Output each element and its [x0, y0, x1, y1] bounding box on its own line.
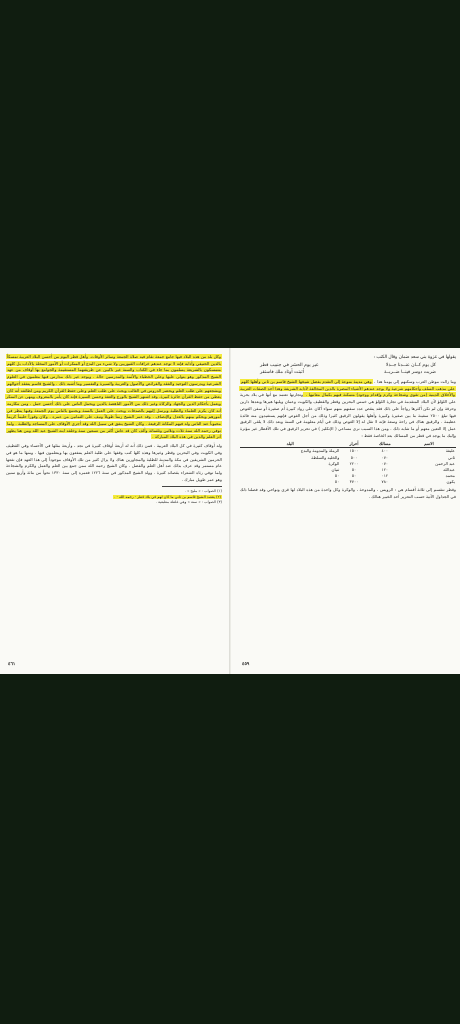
table-cell: والخليه والسلطة — [311, 454, 340, 460]
page-number: ٤٥٩ — [242, 662, 250, 667]
table-cell: ٥٠ — [334, 478, 340, 484]
table-header: مسالك — [368, 441, 402, 448]
table-header: البلد — [240, 441, 340, 448]
left-page — [6, 354, 222, 668]
table-cell: الرملة والمدومة والبدع — [300, 448, 340, 454]
closing-paragraph: وقطر تنقسم إلى ثلاثة أقسام هي : الرويس ، والمدوحة ، والوكرة وكل واحدة من هذه البلاد لها قرى ونواحي وقد فصلنا ذلك في الجداول الآتية حسب التحرير أحد الخبير هنالك . — [240, 486, 456, 499]
table-cell: ٥٠ — [334, 472, 340, 478]
table-cell: عليفة — [445, 448, 455, 454]
poem-intro: يقولها في غزوة بني سعد ضمان وقال الكتب : — [373, 355, 456, 360]
table-cell: ٥٠٠ — [350, 454, 358, 460]
poem-line — [240, 369, 456, 376]
table-cell: ١٥٠٠ — [349, 448, 359, 454]
table-cell: عبد الرحمن — [435, 460, 455, 466]
poem-hemistich: أثبتت أوتاد ملك فاستقر — [260, 370, 304, 375]
table-cell: ٧٨٠ — [381, 478, 389, 484]
table-row — [240, 448, 456, 455]
footnote-rule — [162, 486, 222, 487]
population-table — [240, 441, 456, 485]
table-cell: يكون — [446, 478, 455, 484]
table-cell: ٤٠٠ — [381, 448, 389, 454]
table-cell: ٢٢٠٠ — [349, 460, 359, 466]
poem-hemistich: كل يوم كــان عنــدنا جــذلا — [385, 363, 436, 368]
highlighted-text: وكل بلد من هذه البلاد فيها جامع جمعة تقام فيه صلاة الجمعة وسائر الأوقات. وأهل قطر اليوم من أحسن البلاد العربية تمسكاً بالدين الحنيفي وأدابه فإنه لا توجد عندهم خرافات القبوريين ولا شيء من البدع أو المنكرات أو الأمور المخلة بالآداب بل كلهم متمسكون بالشريعة يسلمون بما جاء في الكتاب والسنة غير ناكبين عن طريقتهما المستقيمة والجوامع بها أوقاف من عهد الشيخ المذكور وهو يتولى عليها وعلى الخطباء والأئمة والمدرسين حالة . ويوجد غير ذلك مدارس فيها معلمون في العلوم الشرعية ويدرسون التوحيد والفقه والفرائض والأصول والعربية والسيرة والتفسير وما أشبه ذلك . والشيخ قاسم يتفقد أحوالهم ويشجعهم على طلب العلم ويحضر الدروس في الغالب ويحث على طلب العلم وعلى حفظ القرآن الكريم ومن لطائفه أنه كان يعطي من حفظ القرآن جائزة كبيرة. وقد اشتهر الشيخ بالورع والعفة وحسن السيرة فإنه كان يأمر بالمعروف وينهى عن المنكر ويعمل بأحكام الدين والجهاد والزكاة وغير ذلك من الأمور الناهضة بالدين ويحمل الناس على ذلك أحسن حمل . ومن مكارمه أنه كان يكرم العلماء والطلبة ويرسل إليهم بالصدقات ويحث على العمل بالسنة ويجتمع بالناس يوم الجمعة وفيها ينظر في أمورهم ويحكم بينهم بالعدل والإنصاف . وقد عمر الشيخ زمناً طويلاً ونيف على الثمانين من عمره . وكان وقوراً حليماً كريماً محبوباً عند الناس وله فيهم المكانة الرفيعة . وكان الشيخ ينفق في سبيل الله وقد أجرى الأوقاف على المساجد والطلبة . ولما توفي رحمه الله سنة ثلاث وثلاثين وثلثمائة وألف كان قد عاش أكثر من تسعين سنة وخلفه ابنه الشيخ عبد الله ومن هنا يظهر أثر العلم والدين في هذه البلاد المباركة . — [6, 354, 221, 440]
table-cell: ٥٠ — [351, 466, 357, 472]
poem-line — [240, 362, 456, 369]
footnote-1: (١) الصواب : « مليح » . — [184, 489, 222, 494]
book-gutter — [229, 348, 231, 674]
book-spread — [0, 348, 460, 674]
table-header-row — [240, 441, 456, 448]
page-number: ٤٦١ — [8, 662, 16, 667]
table-cell: ٠٧٠ — [381, 460, 389, 466]
table-cell: عبدالله — [443, 466, 455, 472]
table-cell: ٥٠ — [351, 472, 357, 478]
table-cell: ٠١٢ — [381, 472, 389, 478]
table-header: الاسم — [402, 441, 456, 448]
left-paragraph — [6, 443, 222, 483]
table-header: أحرار — [340, 441, 367, 448]
poem-hemistich: ضربت دوسر فينــا ضــربــة — [384, 370, 436, 375]
table-cell: ثاني — [448, 454, 455, 460]
poem-hemistich: غير يوم الحشر في جنبيب قطر — [260, 363, 319, 368]
table-cell: ثنيان — [331, 466, 340, 472]
table-cell: الوكرة — [328, 460, 340, 466]
table-cell: محمد — [445, 472, 455, 478]
highlighted-footnote: (٢) يقصد الشيخ قاسم بن ثاني ما كان لهم في بلاد قطر - رحمه الله - . — [114, 494, 221, 499]
body-text: وتجارتها تعتمد مع أنها في بلاد بحرية على اللؤلؤ لأن البلاد المتقدمة في تجارة اللؤلؤ هي خمس البحرين وقطر والقطيف والكويت وعمان ويليها هيرها وبعدها دارين وحرقة وإن لم تكن أكثرها رواجاً على ذلك فقد ينقص عدد سفنهم منهم سواء أكان على رواد كبيرة أم صغيرة أو سفن الغوص فيها تبلغ ٢٥٠٠ سفينة ما بين صغيرة وكبيرة وأهلها يقولون الرقيق كثيرا وذلك من أجل الغوص فإنهم يستفيدون منه فائدة عظيمة . والرقيق هناك في راحة وسعة فإنه لا تقل له إلا الغوص وذلك في أيام معلومة في السنة وبعد ذلك لا يلقى الرقيق عمل إلا التعين معهم أو ما شابه ذلك . ومن هذا السبب نرى مساعي ( الإنكليز ) في تحرير الرقيق في تلك الأقطار غير مؤثرة وإليك ما يوجد في قطر من المسالك بعد الخاصة فقط : — [240, 392, 456, 438]
body-text: وله أوقاف كثيرة في كل البلاد العربية . فمن ذلك أنه له أربعة أوقاف كثيرة في نجد ، وأربعة مثلها في الأحساء وفي القطيف وفي الكويت وفي البحرين وقطر وغيرها وهذه كلها كتب وقفها على طلبة العلم ينتفعون بها ويتعلمون فيها . ومنها ما هو في الحرمين الشريفين في مكة والمدينة للطلبة والمجاورين هناك ولا يزال كثير من تلك الأوقاف موجوداً إلى هذا العهد فإن نفعها عام مستمر وقد عرف بذلك عند أهل العلم والفضل . وكان الشيخ رحمه الله ممن جمع بين العلم والعمل والكرم والشجاعة ولما توفي رثاه الشعراء بقصائد كثيرة . وولد الشيخ المذكور في سنة ١٢٢٦ فعمره إلى سنة ١٣٣٠ نحواً من مائة وأربع سنين وهو عمر طويل مبارك . — [6, 443, 222, 482]
table-cell: ١٢٠ — [381, 466, 389, 472]
table-cell: ٠٧٠ — [381, 454, 389, 460]
highlighted-text: وهي مدينة منوعة إلى التقدم بفضل شيخها الشيخ قاسم بن ثاني وأهلها كلهم على مذهب السلف وأحكامهم شرعية ولا يوجد عندهم الأشياء المضرة بالدين المخالفة لآدابه الشريفة وهذا أحد الصفات العربية والأخلاق الدينية (من تقوى وشجاعة وكرم وإقدام ووجود) متمكنة فيهم بكمال معانيها . — [240, 379, 456, 398]
table-row — [240, 479, 456, 485]
footnote-3: (٣) الصواب : « سنة » وهي غلطة مطبعية . — [155, 500, 222, 505]
table-cell: ٣٧٠٠ — [349, 478, 359, 484]
right-paragraph — [240, 379, 456, 439]
left-paragraph-highlighted — [6, 354, 222, 441]
right-page — [240, 354, 456, 668]
body-text: وما زالت موطن العرب وسكنهم إلى يومنا هذا . — [372, 379, 457, 384]
